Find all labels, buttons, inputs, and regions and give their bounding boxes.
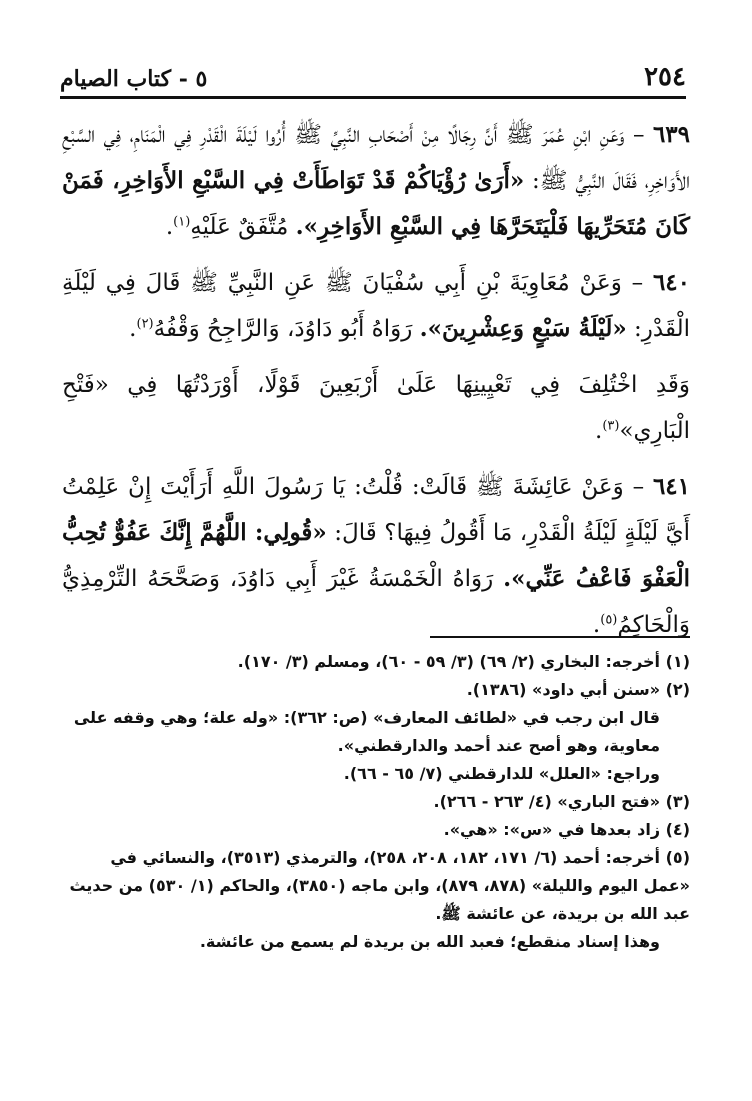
hadith-number: ٦٤٠ (652, 269, 690, 296)
footnote-2: (٢) «سنن أبي داود» (١٣٨٦). (466, 680, 690, 699)
hadith-number: ٦٤١ (652, 473, 690, 500)
hadith-ending: رَوَاهُ أَبُو دَاوُدَ، وَالرَّاجِحُ وَقْفُهُ (153, 316, 413, 342)
hadith-quote: «لَيْلَةُ سَبْعٍ وَعِشْرِينَ». (419, 315, 627, 342)
hadith-quote: «أَرَىٰ رُؤْيَاكُمْ قَدْ تَوَاطَأَتْ فِي السَّبْعِ الأَوَاخِرِ، فَمَنْ كَانَ مُتَحَرِّيهَا فَلْيَتَحَرَّهَا فِي السَّبْعِ الأَوَاخِرِ». (62, 167, 690, 240)
hadith-text: – وَعَنِ ابْنِ عُمَرَ ﷺ أَنَّ رِجَالًا مِنْ أَصْحَابِ النَّبِيِّ ﷺ أُرُوا لَيْلَةَ الْقَدْرِ فِي الْمَنَامِ، فِي السَّبْعِ الأَوَاخِرِ، فَقَالَ النَّبِيُّ ﷺ: (62, 122, 691, 194)
hadith-text: – وَعَنْ مُعَاوِيَةَ بْنِ أَبِي سُفْيَانَ ﷺ عَنِ النَّبِيِّ ﷺ قَالَ فِي لَيْلَةِ الْقَدْرِ: (62, 270, 690, 342)
footnote-ref: (٢) (136, 316, 154, 332)
footnote-ref: (٥) (600, 612, 618, 628)
commentary: وَقَدِ اخْتُلِفَ فِي تَعْيِينِهَا عَلَىٰ أَرْبَعِينَ قَوْلًا، أَوْرَدْتُهَا فِي «فَتْحِ الْبَارِي»$^{(٣)}$. (62, 372, 690, 444)
footnote-4: (٤) زاد بعدها في «س»: «هي». (443, 820, 690, 839)
footnote-ref: (٣) (602, 418, 620, 434)
footnote-3: (٣) «فتح الباري» (٤/ ٢٦٣ - ٢٦٦). (433, 792, 690, 811)
hadith-quote: «قُولِي: اللَّهُمَّ إِنَّكَ عَفُوٌّ تُحِبُّ الْعَفْوَ فَاعْفُ عَنِّي». (62, 519, 691, 592)
hadith-ending: رَوَاهُ الْخَمْسَةُ غَيْرَ أَبِي دَاوُدَ، وَصَحَّحَهُ التِّرْمِذِيُّ وَالْحَاكِمُ (62, 566, 690, 638)
footnote-ref: (١) (173, 214, 191, 230)
hadith-641: ٦٤١ – وَعَنْ عَائِشَةَ ﷺ قَالَتْ: قُلْتُ: يَا رَسُولَ اللَّهِ أَرَأَيْتَ إِنْ عَلِمْتُ أَيَّ لَيْلَةٍ لَيْلَةُ الْقَدْرِ، مَا أَقُولُ فِيهَا؟ قَالَ: «قُولِي: اللَّهُمَّ إِنَّكَ عَفُوٌّ تُحِبُّ الْعَفْوَ فَاعْفُ عَنِّي». رَوَاهُ الْخَمْسَةُ غَيْرَ أَبِي دَاوُدَ، وَصَحَّحَهُ التِّرْمِذِيُّ وَالْحَاكِمُ$^{(٥)}$. (62, 473, 691, 638)
chapter-title: ٥ - كتاب الصيام (60, 66, 208, 92)
footnote-5-note: وهذا إسناد منقطع؛ فعبد الله بن بريدة لم يسمع من عائشة. (199, 932, 660, 951)
footnotes (62, 648, 690, 956)
hadith-639: ٦٣٩ – وَعَنِ ابْنِ عُمَرَ ﷺ أَنَّ رِجَالًا مِنْ أَصْحَابِ النَّبِيِّ ﷺ أُرُوا لَيْلَةَ الْقَدْرِ فِي الْمَنَامِ، فِي السَّبْعِ الأَوَاخِرِ، فَقَالَ النَّبِيُّ ﷺ: «أَرَىٰ رُؤْيَاكُمْ قَدْ تَوَاطَأَتْ فِي السَّبْعِ الأَوَاخِرِ، فَمَنْ كَانَ مُتَحَرِّيهَا فَلْيَتَحَرَّهَا فِي السَّبْعِ الأَوَاخِرِ». مُتَّفَقٌ عَلَيْهِ$^{(١)}$. (62, 121, 691, 240)
footnote-1: (١) أخرجه: البخاري (٢/ ٦٩) (٣/ ٥٩ - ٦٠)، ومسلم (٣/ ١٧٠). (237, 652, 690, 671)
commentary-text: وَقَدِ اخْتُلِفَ فِي تَعْيِينِهَا عَلَىٰ أَرْبَعِينَ قَوْلًا، أَوْرَدْتُهَا فِي «فَتْحِ الْبَارِي» (62, 372, 690, 444)
footnote-5: (٥) أخرجه: أحمد (٦/ ١٧١، ١٨٢، ٢٠٨، ٢٥٨)، والترمذي (٣٥١٣)، والنسائي في «عمل اليوم والليلة» (٨٧٨، ٨٧٩)، وابن ماجه (٣٨٥٠)، والحاكم (١/ ٥٣٠) من حديث عبد الله بن بريدة، عن عائشة ﷺ. (69, 848, 690, 923)
hadith-text: – وَعَنْ عَائِشَةَ ﷺ قَالَتْ: قُلْتُ: يَا رَسُولَ اللَّهِ أَرَأَيْتَ إِنْ عَلِمْتُ أَيَّ لَيْلَةٍ لَيْلَةُ الْقَدْرِ، مَا أَقُولُ فِيهَا؟ قَالَ: (62, 474, 691, 546)
main-text (62, 112, 690, 658)
footnote-2-note: قال ابن رجب في «لطائف المعارف» (ص: ٣٦٢): «وله علة؛ وهي وقفه على معاوية، وهو أصح عند أحمد والدارقطني». (73, 708, 660, 755)
page-number: ٢٥٤ (644, 62, 686, 92)
footnote-2-ref: وراجع: «العلل» للدارقطني (٧/ ٦٥ - ٦٦). (343, 764, 660, 783)
hadith-number: ٦٣٩ (652, 121, 690, 148)
footnote-divider (430, 636, 690, 638)
hadith-640: ٦٤٠ – وَعَنْ مُعَاوِيَةَ بْنِ أَبِي سُفْيَانَ ﷺ عَنِ النَّبِيِّ ﷺ قَالَ فِي لَيْلَةِ الْقَدْرِ: «لَيْلَةُ سَبْعٍ وَعِشْرِينَ». رَوَاهُ أَبُو دَاوُدَ، وَالرَّاجِحُ وَقْفُهُ$^{(٢)}$. (62, 269, 690, 342)
running-header (60, 58, 686, 99)
hadith-ending: مُتَّفَقٌ عَلَيْهِ (190, 214, 289, 240)
